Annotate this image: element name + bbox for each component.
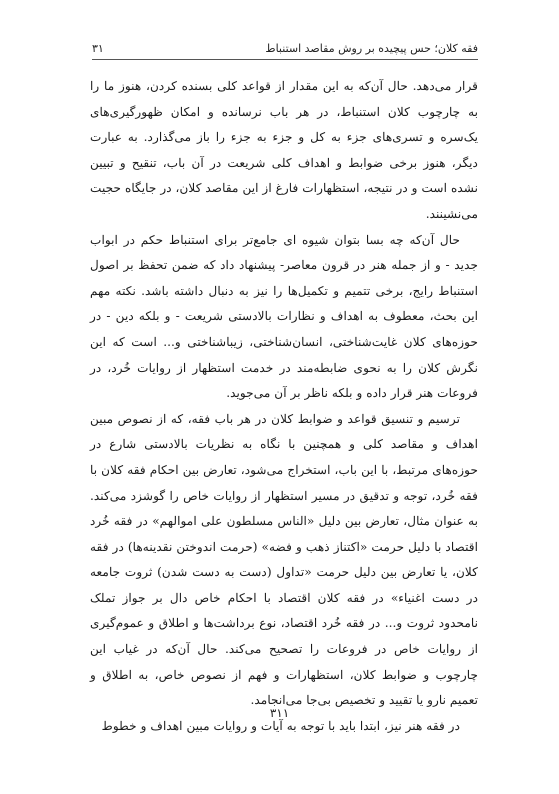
paragraph-3: ترسیم و تنسیق قواعد و ضوابط کلان در هر باب فقه، که از نصوص مبین اهداف و مقاصد کلی و همچنین با نگاه به نظریات بالادستی شارع در حوزه‌های مرتبط، با این باب، استخراج می‌شود، تعارض بین احکام فقه کلان با فقه خُرد، توجه و تدقیق در مسیر استظهار از روایات خاص را گوشزد می‌کند. به عنوان مثال، تعارض بین دلیل «الناس مسلطون علی اموالهم» در فقه خُرد اقتصاد با دلیل حرمت «اکتناز ذهب و فضه» (حرمت اندوختن نقدینه‌ها) در فقه کلان، یا تعارض بین دلیل حرمت «تداول (دست به دست شدن) ثروت جامعه در دست اغنیاء» در فقه کلان اقتصاد با احکام خاص دال بر جواز تملک نامحدود ثروت و... در فقه خُرد اقتصاد، نوع برداشت‌ها و اطلاق و عموم‌گیری از روایات خاص در فروعات را تصحیح می‌کند. حال آن‌که در غیاب این چارچوب و ضوابط کلان، استظهارات و فهم از نصوص خاص، به اطلاق و تعمیم نارو یا تقیید و تخصیص بی‌جا می‌انجامد. [90,411,478,708]
paragraph-1: قرار می‌دهد. حال آن‌که به این مقدار از قواعد کلی بسنده کردن، هنوز ما را به چارچوب کلان استنباط، در هر باب نرسانده و امکان ظهورگیری‌های یک‌سره و تسری‌های جزء به کل و جزء به جزء را باز می‌گذارد. به عبارت دیگر، هنوز برخی ضوابط و اهداف کلی شریعت در آن باب، تنقیح و تبیین نشده است و در نتیجه، استظهارات فارغ از این مقاصد کلان، در جایگاه حجیت می‌نشینند. [90,79,478,221]
header-rule [92,59,478,60]
paragraph-2: حال آن‌که چه بسا بتوان شیوه ای جامع‌تر برای استنباط حکم در ابواب جدید - و از جمله هنر در قرون معاصر- پیشنهاد داد که ضمن تحفظ بر اصول استنباط رایج، برخی تتمیم و تکمیل‌ها را نیز به دنبال داشته باشد. نکته مهم این بحث، معطوف به اهداف و نظارات بالادستی شریعت - و بلکه دین - در حوزه‌های کلان غایت‌شناختی، انسان‌شناختی، زیبا‌شناختی و... است که این نگرش کلان را به نحوی ضابطه‌مند در خدمت استظهار از روایات خُرد، در فروعات هنر قرار داده و بلکه ناظر بر آن می‌جوید. [90,232,478,401]
body-text [90,74,478,739]
paragraph-4: در فقه هنر نیز، ابتدا باید با توجه به آیات و روایات مبین اهداف و خطوط [101,718,460,733]
running-header [92,40,478,56]
running-header-title: فقه کلان؛ حس پیچیده بر روش مقاصد استنباط [265,41,478,55]
running-header-page-number: ۳۱ [92,41,104,55]
page-number: ۳۱۱ [269,706,290,720]
